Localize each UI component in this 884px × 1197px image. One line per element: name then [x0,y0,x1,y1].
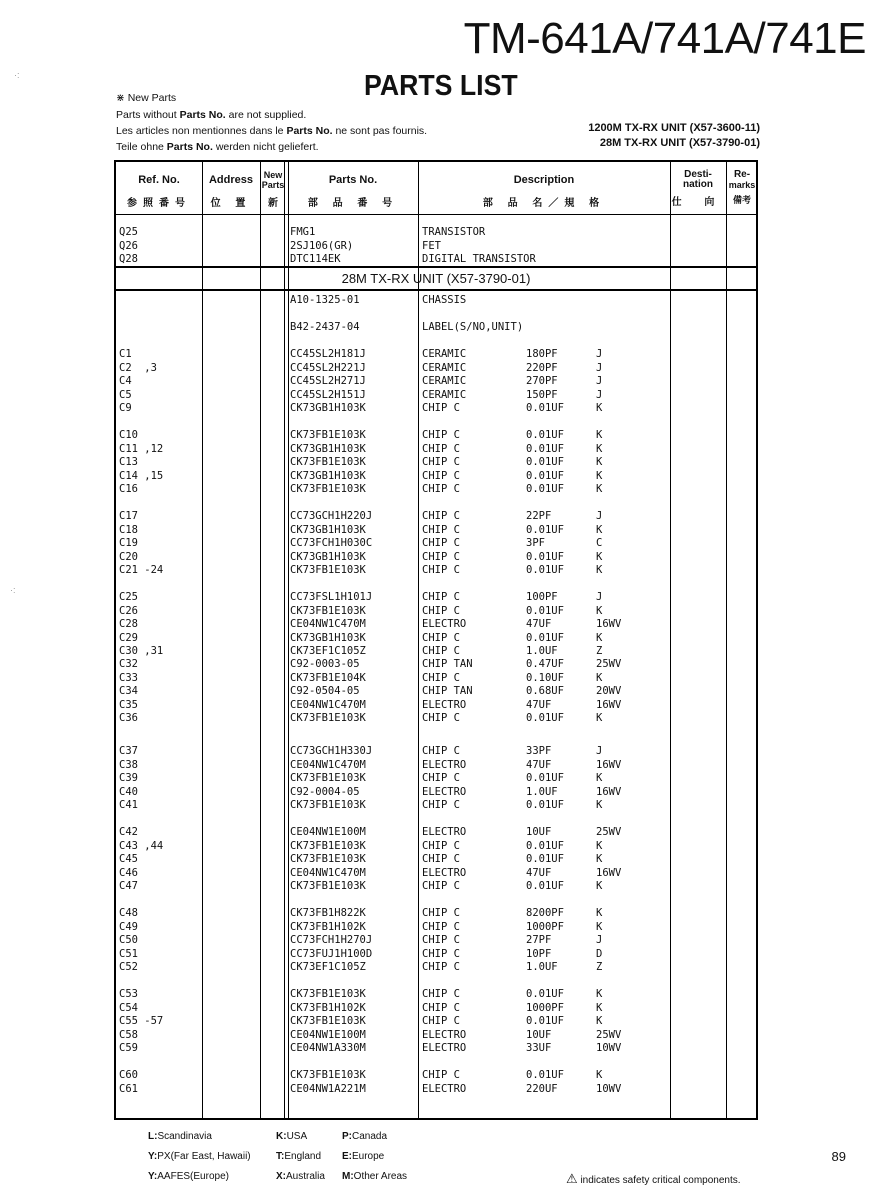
cell-ref-no: C21 -24 [119,564,164,576]
cell-tolerance: J [596,934,603,946]
cell-parts-no: CK73GB1H103K [290,631,366,644]
cell-description: CHIP C [422,550,460,563]
cell-parts-no: CK73FB1E103K [290,853,366,865]
cell-value: 0.01UF [526,442,564,455]
cell-parts-no: CE04NW1E100M [290,1028,366,1041]
cell-value: 0.01UF [526,604,564,617]
cell-description: CHIP C [422,799,460,811]
cell-description: CHIP C [422,483,460,495]
cell-ref-no: C41 [119,799,138,811]
note-fr: Les articles non mentionnes dans le Parts No. ne sont pas fournis. [116,125,428,137]
cell-tolerance: 25WV [596,826,622,838]
cell-value: 33PF [526,745,552,757]
cell-ref-no: C51 [119,947,138,960]
cell-ref-no: C1 [119,348,132,360]
cell-description: TRANSISTOR [422,226,486,238]
cell-description: FET [422,239,441,252]
cell-value: 100PF [526,591,558,603]
cell-value: 220PF [526,361,558,374]
cell-tolerance: 25WV [596,658,622,670]
cell-value: 0.01UF [526,550,564,563]
cell-parts-no: CK73FB1E103K [290,712,366,724]
cell-description: CERAMIC [422,348,467,360]
cell-ref-no: Q26 [119,239,138,252]
cell-parts-no: CE04NW1C470M [290,758,366,771]
cell-description: CHIP TAN [422,685,473,697]
dest-legend-row: Y:AAFES(Europe) X:Australia M:Other Areas [148,1171,408,1182]
cell-ref-no: C38 [119,758,138,771]
parts-table [114,160,758,1120]
cell-value: 1.0UF [526,645,558,657]
cell-ref-no: C14 ,15 [119,469,164,482]
cell-description: CHIP C [422,645,460,657]
cell-description: CHIP C [422,671,460,684]
cell-parts-no: CE04NW1E100M [290,826,366,838]
cell-tolerance: K [596,456,603,468]
cell-ref-no: C11 ,12 [119,442,164,455]
cell-parts-no: CC73FUJ1H100D [290,947,373,960]
cell-tolerance: J [596,745,603,757]
cell-tolerance: K [596,469,603,482]
cell-description: CHIP C [422,745,460,757]
cell-ref-no: C13 [119,456,138,468]
cell-tolerance: K [596,988,603,1000]
cell-ref-no: C60 [119,1069,138,1081]
cell-value: 22PF [526,510,552,522]
cell-parts-no: CK73FB1E103K [290,839,366,852]
cell-tolerance: 16WV [596,758,622,771]
scan-mark: ·: [10,585,16,595]
cell-ref-no: C28 [119,618,138,630]
cell-parts-no: CK73FB1E103K [290,880,366,892]
cell-parts-no: B42-2437-04 [290,321,360,333]
cell-parts-no: FMG1 [290,226,316,238]
cell-tolerance: K [596,671,603,684]
cell-ref-no: C4 [119,375,132,387]
cell-parts-no: C92-0004-05 [290,785,360,798]
cell-value: 0.01UF [526,839,564,852]
cell-tolerance: K [596,631,603,644]
cell-parts-no: CK73GB1H103K [290,442,366,455]
cell-value: 0.01UF [526,456,564,468]
cell-description: CHIP C [422,631,460,644]
cell-value: 0.47UF [526,658,564,670]
cell-description: CHIP C [422,604,460,617]
cell-ref-no: C34 [119,685,138,697]
cell-parts-no: CC73FCH1H030C [290,537,373,549]
cell-ref-no: C16 [119,483,138,495]
cell-value: 33UF [526,1042,552,1054]
cell-value: 220UF [526,1082,558,1095]
cell-value: 1000PF [526,1001,564,1014]
col-remarks: Re- marks 備考 [728,169,756,205]
cell-parts-no: CC45SL2H221J [290,361,366,374]
cell-parts-no: CK73FB1H102K [290,920,366,933]
cell-parts-no: CK73GB1H103K [290,523,366,536]
cell-value: 10PF [526,947,552,960]
cell-description: CHIP C [422,907,460,919]
cell-value: 150PF [526,388,558,401]
cell-ref-no: C32 [119,658,138,670]
cell-tolerance: 25WV [596,1028,622,1041]
cell-value: 1.0UF [526,961,558,973]
cell-description: CHIP C [422,961,460,973]
cell-ref-no: C29 [119,631,138,644]
cell-ref-no: C19 [119,537,138,549]
cell-ref-no: C50 [119,934,138,946]
cell-value: 0.01UF [526,469,564,482]
cell-value: 47UF [526,758,552,771]
cell-tolerance: K [596,920,603,933]
cell-tolerance: K [596,839,603,852]
cell-value: 0.01UF [526,712,564,724]
cell-value: 0.01UF [526,988,564,1000]
cell-ref-no: C40 [119,785,138,798]
cell-tolerance: J [596,375,603,387]
col-parts-no: Parts No. 部 品 番 号 [307,174,399,209]
cell-tolerance: J [596,591,603,603]
cell-tolerance: K [596,483,603,495]
cell-value: 0.01UF [526,853,564,865]
cell-tolerance: K [596,564,603,576]
cell-description: CHIP C [422,402,460,414]
model-title: TM-641A/741A/741E [463,14,866,63]
cell-description: CHIP C [422,510,460,522]
dest-legend-row: L:Scandinavia K:USA P:Canada [148,1131,388,1142]
cell-parts-no: CK73FB1E103K [290,1015,366,1027]
cell-description: CHIP C [422,429,460,441]
cell-value: 270PF [526,375,558,387]
section-title-28m: 28M TX-RX UNIT (X57-3790-01) [341,271,531,286]
cell-parts-no: CK73EF1C105Z [290,961,366,973]
cell-ref-no: C37 [119,745,138,757]
cell-ref-no: C18 [119,523,138,536]
cell-ref-no: C58 [119,1028,138,1041]
cell-parts-no: CE04NW1C470M [290,698,366,711]
cell-tolerance: K [596,712,603,724]
cell-description: CHIP C [422,564,460,576]
cell-ref-no: Q28 [119,253,138,265]
cell-value: 0.01UF [526,631,564,644]
cell-tolerance: K [596,402,603,414]
cell-tolerance: K [596,604,603,617]
note-new-parts: ⋇ New Parts [116,92,177,104]
cell-value: 0.01UF [526,564,564,576]
cell-ref-no: C53 [119,988,138,1000]
cell-description: CHIP C [422,839,460,852]
cell-value: 47UF [526,618,552,630]
cell-parts-no: CC45SL2H151J [290,388,366,401]
cell-tolerance: K [596,550,603,563]
cell-description: CHIP C [422,934,460,946]
cell-parts-no: CC45SL2H271J [290,375,366,387]
cell-value: 0.01UF [526,799,564,811]
cell-parts-no: A10-1325-01 [290,294,360,306]
cell-ref-no: C54 [119,1001,138,1014]
col-description: Description 部 品 名／規 格 [482,174,606,209]
cell-tolerance: D [596,947,603,960]
cell-ref-no: C45 [119,853,138,865]
cell-tolerance: K [596,772,603,784]
cell-parts-no: CK73FB1E103K [290,1069,366,1081]
cell-value: 0.01UF [526,483,564,495]
col-destination: Desti- nation 仕 向 [671,169,725,208]
cell-ref-no: C17 [119,510,138,522]
cell-tolerance: Z [596,961,603,973]
cell-tolerance: 16WV [596,785,622,798]
cell-description: ELECTRO [422,698,467,711]
cell-description: CHIP C [422,591,460,603]
cell-description: CERAMIC [422,375,467,387]
cell-description: CERAMIC [422,388,467,401]
cell-tolerance: Z [596,645,603,657]
cell-description: CHASSIS [422,294,467,306]
cell-value: 0.68UF [526,685,564,697]
cell-ref-no: C20 [119,550,138,563]
cell-tolerance: K [596,880,603,892]
unit-ref-28m: 28M TX-RX UNIT (X57-3790-01) [599,137,760,149]
cell-value: 0.01UF [526,523,564,536]
cell-description: CHIP C [422,1015,460,1027]
cell-tolerance: 20WV [596,685,622,697]
cell-ref-no: C36 [119,712,138,724]
cell-parts-no: CC73GCH1H220J [290,510,373,522]
cell-description: ELECTRO [422,758,467,771]
cell-description: DIGITAL TRANSISTOR [422,253,536,265]
cell-ref-no: C43 ,44 [119,839,164,852]
cell-description: CHIP C [422,469,460,482]
cell-tolerance: J [596,348,603,360]
cell-description: CHIP C [422,920,460,933]
cell-ref-no: C10 [119,429,138,441]
col-new-parts: New Parts 新 [261,170,285,209]
cell-parts-no: CE04NW1A221M [290,1082,366,1095]
cell-description: ELECTRO [422,1042,467,1054]
cell-tolerance: K [596,853,603,865]
cell-parts-no: CK73FB1H822K [290,907,366,919]
cell-description: ELECTRO [422,826,467,838]
cell-value: 180PF [526,348,558,360]
cell-description: LABEL(S/NO,UNIT) [422,321,524,333]
cell-description: CERAMIC [422,361,467,374]
cell-tolerance: K [596,1015,603,1027]
cell-tolerance: 16WV [596,618,622,630]
cell-value: 8200PF [526,907,564,919]
cell-ref-no: C9 [119,402,132,414]
cell-tolerance: K [596,523,603,536]
cell-tolerance: 16WV [596,866,622,879]
cell-parts-no: CE04NW1C470M [290,866,366,879]
cell-parts-no: CK73FB1E103K [290,988,366,1000]
cell-description: CHIP C [422,712,460,724]
note-en: Parts without Parts No. are not supplied. [116,109,307,121]
unit-ref-1200m: 1200M TX-RX UNIT (X57-3600-11) [588,122,760,134]
cell-description: CHIP C [422,537,460,549]
cell-parts-no: CE04NW1C470M [290,618,366,630]
cell-description: ELECTRO [422,1028,467,1041]
cell-tolerance: 16WV [596,698,622,711]
cell-tolerance: K [596,1001,603,1014]
warning-triangle-icon: ⚠ [566,1171,578,1186]
cell-description: CHIP TAN [422,658,473,670]
cell-tolerance: C [596,537,603,549]
cell-description: CHIP C [422,1001,460,1014]
cell-ref-no: C42 [119,826,138,838]
cell-ref-no: C59 [119,1042,138,1054]
cell-parts-no: CK73FB1E103K [290,564,366,576]
cell-tolerance: J [596,361,603,374]
cell-value: 3PF [526,537,545,549]
cell-value: 0.01UF [526,1069,564,1081]
cell-value: 0.01UF [526,429,564,441]
cell-value: 1000PF [526,920,564,933]
cell-description: ELECTRO [422,785,467,798]
col-address: Address 位 置 [208,174,254,209]
cell-parts-no: CE04NW1A330M [290,1042,366,1054]
cell-ref-no: C33 [119,671,138,684]
cell-parts-no: CK73FB1E103K [290,429,366,441]
cell-tolerance: K [596,429,603,441]
cell-description: CHIP C [422,947,460,960]
cell-value: 47UF [526,866,552,879]
cell-value: 0.01UF [526,880,564,892]
cell-ref-no: Q25 [119,226,138,238]
safety-note: ⚠ indicates safety critical components. [566,1171,741,1186]
cell-tolerance: 10WV [596,1042,622,1054]
cell-description: CHIP C [422,988,460,1000]
cell-value: 27PF [526,934,552,946]
cell-description: CHIP C [422,523,460,536]
cell-parts-no: CK73FB1E104K [290,671,366,684]
cell-tolerance: 10WV [596,1082,622,1095]
cell-parts-no: CK73FB1E103K [290,483,366,495]
cell-tolerance: K [596,1069,603,1081]
cell-parts-no: CK73GB1H103K [290,550,366,563]
cell-ref-no: C49 [119,920,138,933]
cell-value: 47UF [526,698,552,711]
note-de: Teile ohne Parts No. werden nicht geliefert. [116,141,319,153]
cell-ref-no: C48 [119,907,138,919]
cell-ref-no: C39 [119,772,138,784]
cell-description: CHIP C [422,853,460,865]
page-number: 89 [831,1149,846,1164]
cell-description: CHIP C [422,772,460,784]
cell-parts-no: CK73EF1C105Z [290,645,366,657]
cell-tolerance: J [596,388,603,401]
cell-tolerance: K [596,799,603,811]
cell-parts-no: DTC114EK [290,253,341,265]
cell-ref-no: C5 [119,388,132,401]
cell-ref-no: C30 ,31 [119,645,164,657]
cell-parts-no: CK73GB1H103K [290,469,366,482]
cell-description: CHIP C [422,456,460,468]
cell-parts-no: CK73FB1E103K [290,799,366,811]
cell-value: 0.10UF [526,671,564,684]
cell-description: CHIP C [422,442,460,455]
cell-value: 0.01UF [526,772,564,784]
cell-parts-no: C92-0003-05 [290,658,360,670]
cell-ref-no: C55 -57 [119,1015,164,1027]
cell-parts-no: CC45SL2H181J [290,348,366,360]
cell-parts-no: CK73FB1E103K [290,604,366,617]
cell-parts-no: 2SJ106(GR) [290,239,354,252]
cell-value: 10UF [526,1028,552,1041]
cell-parts-no: CC73GCH1H330J [290,745,373,757]
cell-parts-no: CK73FB1E103K [290,772,366,784]
cell-ref-no: C26 [119,604,138,617]
cell-ref-no: C61 [119,1082,138,1095]
cell-parts-no: CK73GB1H103K [290,402,366,414]
cell-value: 0.01UF [526,1015,564,1027]
cell-description: ELECTRO [422,866,467,879]
cell-tolerance: K [596,442,603,455]
dest-legend-row: Y:PX(Far East, Hawaii) T:England E:Europe [148,1151,385,1162]
cell-value: 1.0UF [526,785,558,798]
cell-tolerance: J [596,510,603,522]
cell-ref-no: C46 [119,866,138,879]
cell-parts-no: CK73FB1E103K [290,456,366,468]
cell-parts-no: CC73FSL1H101J [290,591,373,603]
cell-parts-no: C92-0504-05 [290,685,360,697]
cell-description: CHIP C [422,880,460,892]
cell-ref-no: C2 ,3 [119,361,157,374]
cell-ref-no: C25 [119,591,138,603]
page-title: PARTS LIST [364,70,518,102]
cell-ref-no: C35 [119,698,138,711]
cell-ref-no: C47 [119,880,138,892]
scan-mark: ·: [14,70,20,80]
cell-description: ELECTRO [422,618,467,630]
cell-description: ELECTRO [422,1082,467,1095]
cell-description: CHIP C [422,1069,460,1081]
cell-value: 0.01UF [526,402,564,414]
cell-ref-no: C52 [119,961,138,973]
cell-tolerance: K [596,907,603,919]
cell-value: 10UF [526,826,552,838]
col-ref-no: Ref. No. 参照番号 [127,174,191,209]
cell-parts-no: CK73FB1H102K [290,1001,366,1014]
cell-parts-no: CC73FCH1H270J [290,934,373,946]
